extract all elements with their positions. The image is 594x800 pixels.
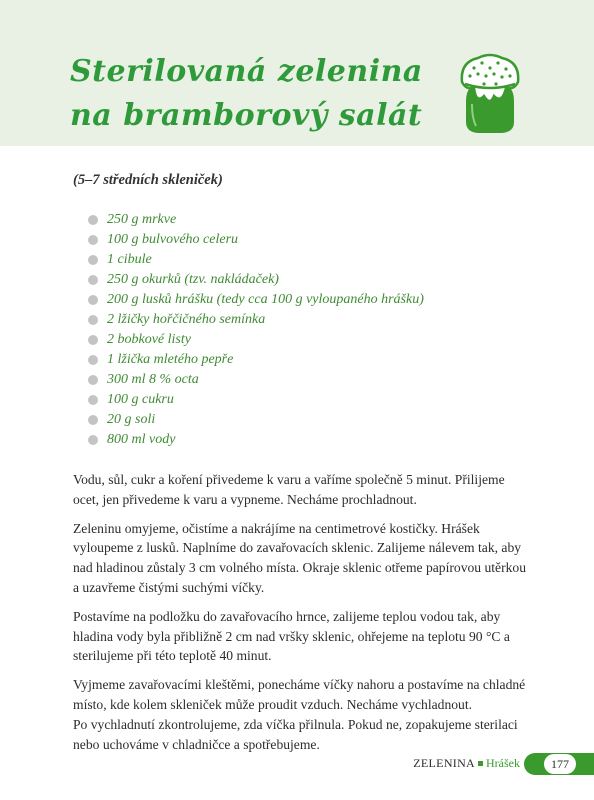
ingredient-item — [88, 290, 424, 310]
ingredient-text: 2 lžičky hořčičného semínka — [107, 312, 266, 327]
yield-note: (5–7 středních skleniček) — [73, 172, 223, 188]
ingredient-item — [88, 390, 424, 410]
footer-separator — [478, 761, 483, 766]
title-line-2: na bramborový salát — [70, 98, 423, 133]
ingredient-item — [88, 410, 424, 430]
jar-icon — [456, 48, 524, 136]
ingredient-text: 300 ml 8 % octa — [107, 372, 199, 387]
bullet-icon — [88, 375, 98, 385]
instruction-paragraph: Zeleninu omyjeme, očistíme a nakrájíme na centimetrové kostičky. Hrášek vyloupeme z lusků. Naplníme do zavařovacích sklenic. Zalijeme nálevem tak, aby nad hladinou zůstaly 3 cm volného místa. Okraje sklenic otřeme papírovou utěrkou a uzavřeme čistými suchými víčky. — [73, 520, 527, 595]
bullet-icon — [88, 395, 98, 405]
ingredient-text: 20 g soli — [107, 412, 156, 427]
bullet-icon — [88, 275, 98, 285]
ingredient-text: 2 bobkové listy — [107, 332, 191, 347]
ingredient-list — [88, 210, 424, 450]
ingredient-text: 200 g lusků hrášku (tedy cca 100 g vyloupaného hrášku) — [107, 292, 424, 307]
instruction-paragraph: Vodu, sůl, cukr a koření přivedeme k varu a vaříme společně 5 minut. Přilijeme ocet, jen přivedeme k varu a vypneme. Necháme prochladnout. — [73, 472, 505, 507]
footer-breadcrumb — [413, 756, 520, 771]
bullet-icon — [88, 235, 98, 245]
bullet-icon — [88, 315, 98, 325]
instructions — [73, 470, 533, 763]
bullet-icon — [88, 255, 98, 265]
ingredient-text: 100 g cukru — [107, 392, 174, 407]
page-title — [70, 50, 423, 138]
footer-section: ZELENINA — [413, 756, 476, 770]
ingredient-text: 250 g okurků (tzv. nakládaček) — [107, 272, 279, 287]
instruction-paragraph: Vyjmeme zavařovacími kleštěmi, ponecháme víčky nahoru a postavíme na chladné místo, kde kolem skleniček může proudit vzduch. Necháme vychladnout. Po vychladnutí zkontrolujeme, zda víčka přilnula. Pokud ne, zopakujeme sterilaci nebo uchováme v chladničce a spotřebujeme. — [73, 677, 526, 752]
page-number: 177 — [544, 754, 576, 774]
ingredient-item — [88, 230, 424, 250]
title-line-1: Sterilovaná zelenina — [70, 54, 423, 89]
page-footer — [414, 753, 594, 775]
ingredient-item — [88, 310, 424, 330]
ingredient-text: 250 g mrkve — [107, 212, 177, 227]
ingredient-text: 800 ml vody — [107, 432, 176, 447]
bullet-icon — [88, 355, 98, 365]
ingredient-item — [88, 330, 424, 350]
ingredient-item — [88, 370, 424, 390]
ingredient-item — [88, 350, 424, 370]
bullet-icon — [88, 335, 98, 345]
bullet-icon — [88, 295, 98, 305]
bullet-icon — [88, 435, 98, 445]
bullet-icon — [88, 215, 98, 225]
instruction-paragraph: Postavíme na podložku do zavařovacího hrnce, zalijeme teplou vodou tak, aby hladina vody byla přibližně 2 cm nad vršky sklenic, ohřejeme na teplotu 90 °C a sterilujeme při této teplotě 40 minut. — [73, 608, 510, 664]
ingredient-item — [88, 210, 424, 230]
bullet-icon — [88, 415, 98, 425]
ingredient-text: 100 g bulvového celeru — [107, 232, 239, 247]
ingredient-text: 1 cibule — [107, 252, 152, 267]
ingredient-text: 1 lžička mletého pepře — [107, 352, 234, 367]
ingredient-item — [88, 250, 424, 270]
ingredient-item — [88, 270, 424, 290]
ingredient-item — [88, 430, 424, 450]
footer-topic: Hrášek — [486, 756, 520, 770]
